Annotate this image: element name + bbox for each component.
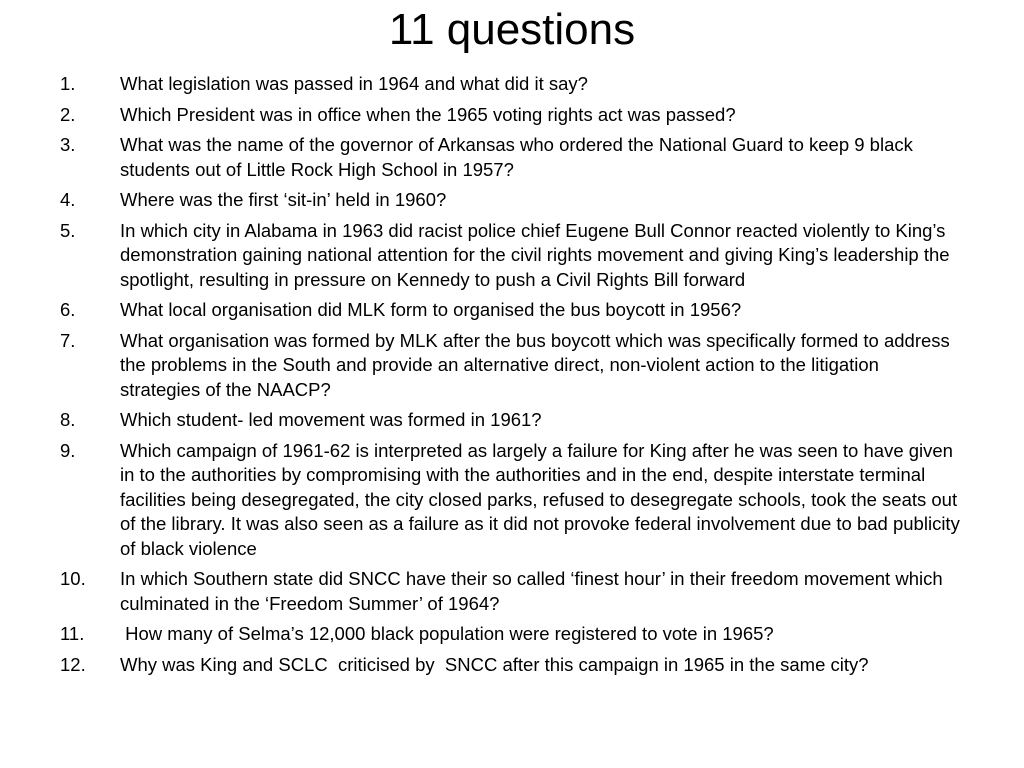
question-item: [60, 653, 960, 678]
question-text: Which student- led movement was formed in 1961?: [120, 409, 542, 430]
question-number: 12.: [60, 653, 86, 675]
question-text: Where was the first ‘sit-in’ held in 1960?: [120, 189, 447, 210]
question-item: [60, 329, 960, 403]
question-number: 5.: [60, 219, 76, 241]
question-number: 11.: [60, 623, 85, 644]
question-text: What local organisation did MLK form to organised the bus boycott in 1956?: [120, 299, 742, 320]
question-number: 6.: [60, 299, 76, 320]
question-text: What legislation was passed in 1964 and what did it say?: [120, 73, 588, 94]
question-text: What was the name of the governor of Arkansas who ordered the National Guard to keep 9 black students out of Little Rock High School in 1957?: [120, 134, 919, 180]
question-number: 10.: [60, 568, 86, 589]
question-item: [60, 219, 960, 293]
question-item: [60, 439, 965, 562]
question-item: [60, 103, 960, 128]
question-number: 4.: [60, 189, 76, 210]
question-text: In which Southern state did SNCC have their so called ‘finest hour’ in their freedom movement which culminated in the ‘Freedom Summer’ of 1964?: [120, 568, 948, 614]
question-number: 2.: [60, 103, 76, 125]
question-text: Which President was in office when the 1965 voting rights act was passed?: [120, 103, 736, 125]
question-item: [60, 622, 960, 647]
question-text: Why was King and SCLC criticised by SNCC after this campaign in 1965 in the same city?: [120, 653, 869, 675]
question-number: 3.: [60, 134, 76, 155]
question-text: How many of Selma’s 12,000 black population were registered to vote in 1965?: [120, 623, 774, 644]
question-number: 8.: [60, 409, 76, 430]
question-number: 1.: [60, 73, 76, 94]
question-item: [60, 567, 960, 616]
questions-list: [60, 72, 965, 683]
question-item: [60, 188, 960, 213]
question-item: [60, 298, 960, 323]
slide-title: 11 questions: [388, 5, 636, 54]
question-number: 7.: [60, 329, 76, 351]
question-text: What organisation was formed by MLK after the bus boycott which was specifically formed to address the problems in the South and provide an alternative direct, non-violent action to the litigation strategies of the NAACP?: [120, 329, 955, 400]
question-item: [60, 72, 960, 97]
question-item: [60, 133, 960, 182]
question-text: Which campaign of 1961-62 is interpreted as largely a failure for King after he was seen to have given in to the authorities by compromising with the authorities and in the end, despite interstate terminal facilities being desegregated, the city closed parks, refused to desegregate schools, took the seats out of the library. It was also seen as a failure as it did not provoke federal involvement due to bad publicity of black violence: [120, 439, 965, 559]
question-item: [60, 408, 960, 433]
question-text: In which city in Alabama in 1963 did racist police chief Eugene Bull Connor reacted violently to King’s demonstration gaining national attention for the civil rights movement and giving King’s leadership the spotlight, resulting in pressure on Kennedy to push a Civil Rights Bill forward: [120, 219, 955, 290]
question-number: 9.: [60, 439, 76, 461]
